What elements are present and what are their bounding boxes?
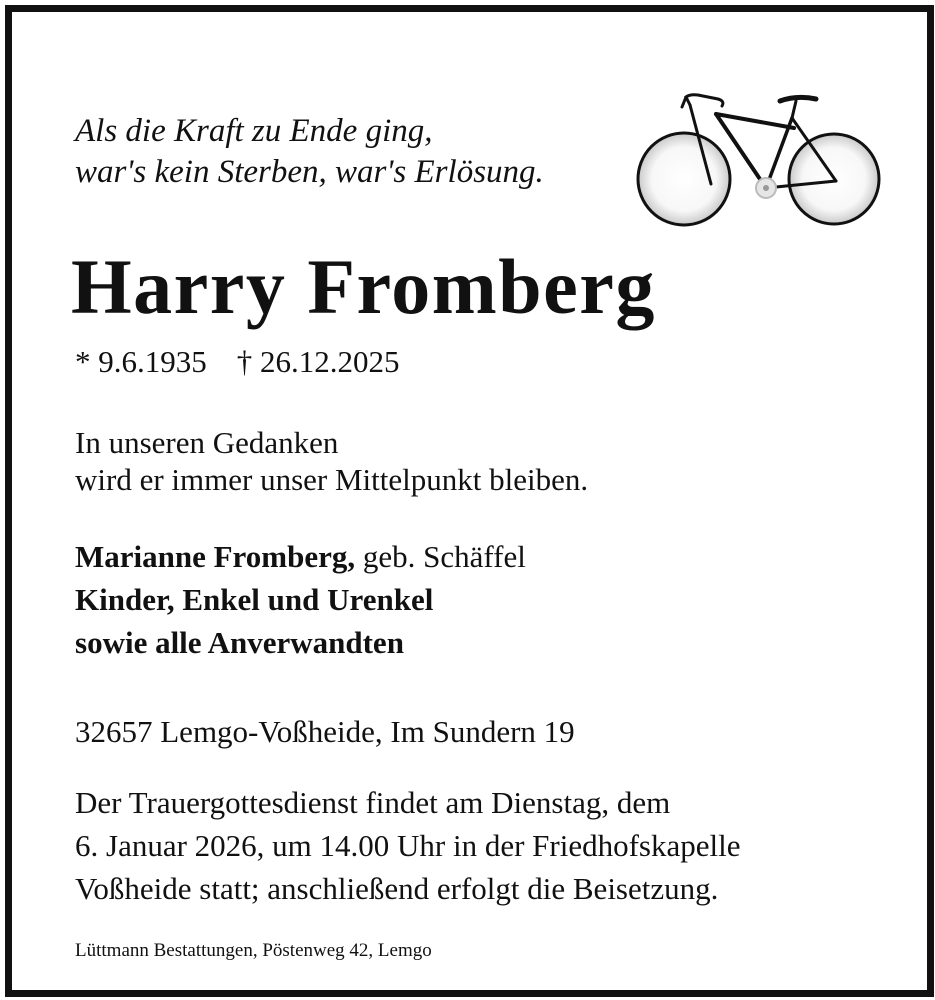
deceased-name: Harry Fromberg (71, 243, 656, 330)
family-address: 32657 Lemgo-Voßheide, Im Sundern 19 (75, 714, 575, 749)
service-line-3: Voßheide statt; anschließend erfolgt die Beisetzung. (75, 871, 719, 906)
birth-date: * 9.6.1935 (75, 344, 207, 379)
mourner-relatives: sowie alle Anverwandten (75, 625, 404, 660)
spouse-maiden-name: geb. Schäffel (355, 539, 526, 574)
death-date: † 26.12.2025 (236, 344, 400, 379)
quote-line-2: war's kein Sterben, war's Erlösung. (75, 154, 544, 190)
spouse-name: Marianne Fromberg, (75, 539, 356, 574)
funeral-service-details (75, 781, 741, 910)
mourners-list (75, 535, 526, 664)
quote-line-1: Als die Kraft zu Ende ging, (75, 113, 433, 149)
remembrance-line-2: wird er immer unser Mittelpunkt bleiben. (75, 462, 589, 497)
mourner-spouse (75, 535, 526, 578)
service-line-2: 6. Januar 2026, um 14.00 Uhr in der Friedhofskapelle (75, 828, 741, 863)
remembrance-text (75, 424, 588, 498)
life-dates (75, 342, 400, 382)
service-line-1: Der Trauergottesdienst findet am Dienstag, dem (75, 785, 671, 820)
bicycle-icon (632, 88, 882, 230)
memorial-quote (75, 111, 544, 193)
remembrance-line-1: In unseren Gedanken (75, 425, 339, 460)
undertaker-info: Lüttmann Bestattungen, Pöstenweg 42, Lemgo (75, 940, 432, 961)
mourner-descendants: Kinder, Enkel und Urenkel (75, 582, 434, 617)
